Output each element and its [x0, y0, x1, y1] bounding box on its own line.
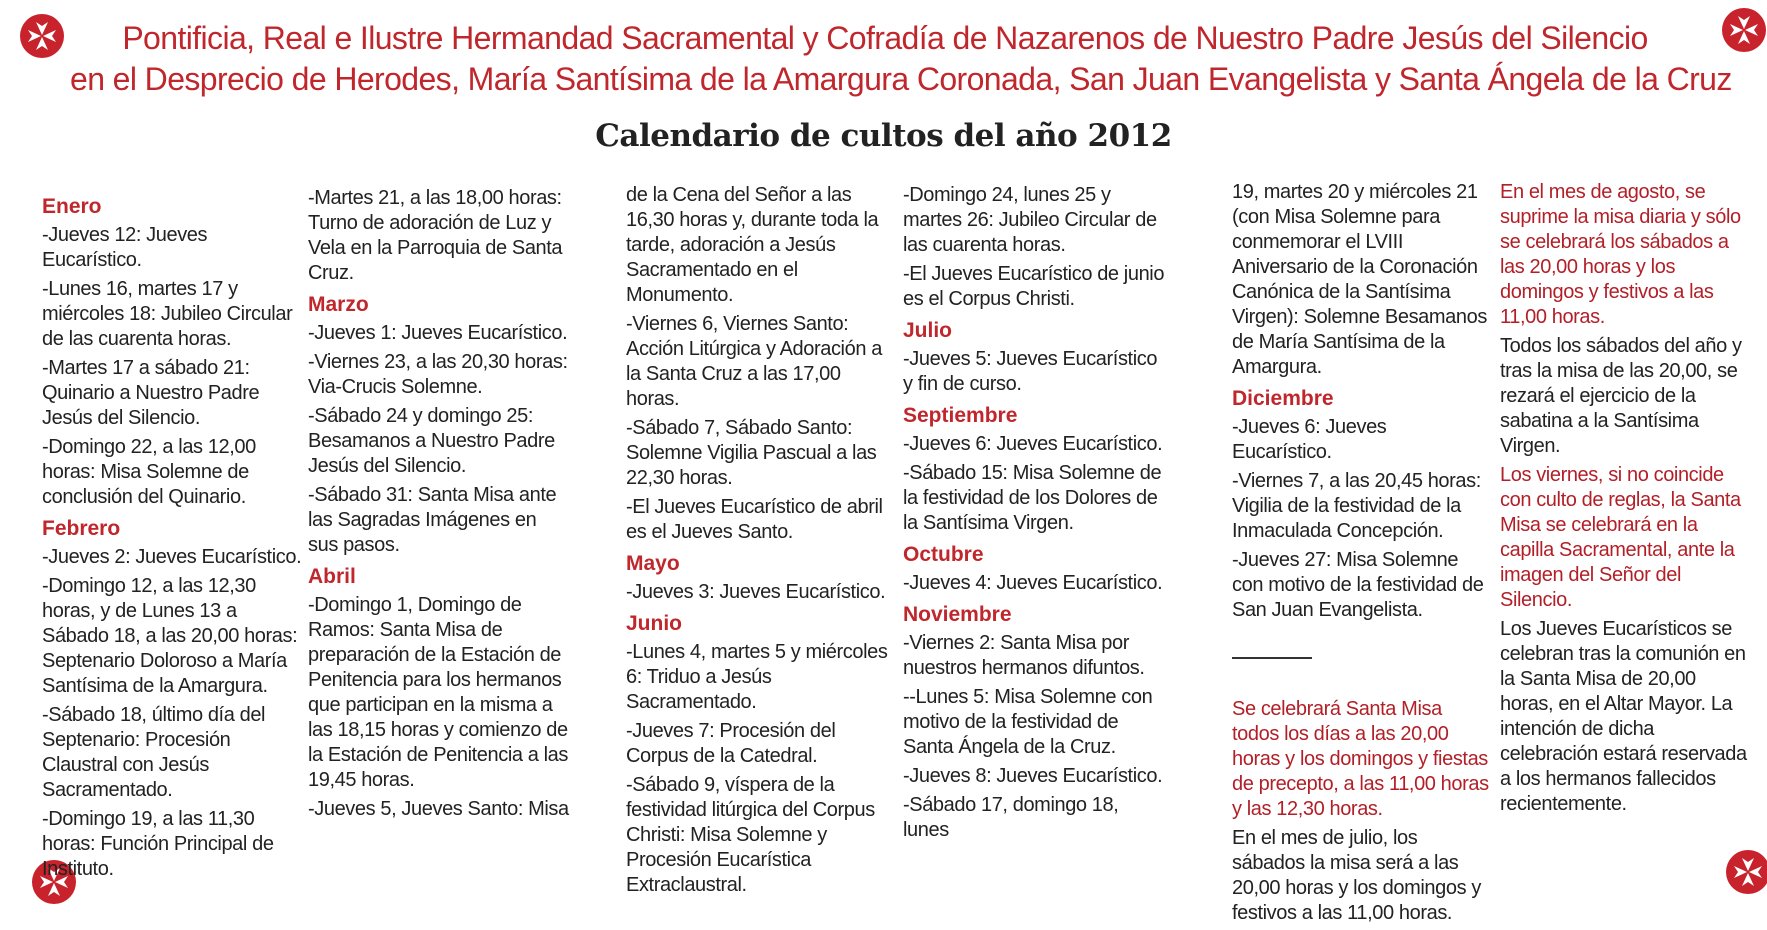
worship-entry: -Jueves 6: Jueves Eucarístico.: [903, 433, 1163, 455]
schedule-note: En el mes de julio, los sábados la misa será a las 20,00 horas y los domingos y festivos a las 11,00 horas.: [1232, 827, 1481, 924]
worship-entry: -Sábado 18, último día del Septenario: Procesión Claustral con Jesús Sacramentado.: [42, 704, 266, 801]
calendar-column-3: [626, 183, 896, 902]
worship-entry: -Viernes 7, a las 20,45 horas: Vigilia de la festividad de la Inmaculada Concepción.: [1232, 470, 1481, 542]
schedule-note: Los Jueves Eucarísticos se celebran tras la comunión en la Santa Misa de 20,00 horas, en el Altar Mayor. La intención de dicha celebración estará reservada a los hermanos fallecidos recientemente.: [1500, 618, 1747, 815]
month-heading: Mayo: [626, 552, 680, 575]
month-heading: Julio: [903, 319, 953, 342]
worship-entry: -Jueves 27: Misa Solemne con motivo de la festividad de San Juan Evangelista.: [1232, 549, 1484, 621]
cross-icon: [1726, 850, 1767, 894]
month-heading: Noviembre: [903, 603, 1012, 626]
calendar-column-1: [42, 188, 302, 886]
worship-entry: -Jueves 5, Jueves Santo: Misa: [308, 798, 569, 820]
worship-entry: -Jueves 12: Jueves Eucarístico.: [42, 224, 208, 271]
month-heading: Septiembre: [903, 404, 1018, 427]
worship-entry: --Lunes 5: Misa Solemne con motivo de la festividad de Santa Ángela de la Cruz.: [903, 686, 1153, 758]
worship-entry: -Lunes 4, martes 5 y miércoles 6: Triduo a Jesús Sacramentado.: [626, 641, 888, 713]
worship-entry: -Viernes 2: Santa Misa por nuestros hermanos difuntos.: [903, 632, 1145, 679]
worship-entry: -Viernes 23, a las 20,30 horas: Via-Crucis Solemne.: [308, 351, 568, 398]
worship-entry: -Jueves 4: Jueves Eucarístico.: [903, 572, 1163, 594]
worship-entry: -Jueves 8: Jueves Eucarístico.: [903, 765, 1163, 787]
worship-entry: -Jueves 2: Jueves Eucarístico.: [42, 546, 302, 568]
highlighted-note: Los viernes, si no coincide con culto de reglas, la Santa Misa se celebrará en la capilla Sacramental, ante la imagen del Señor del Silencio.: [1500, 464, 1741, 611]
worship-entry: -Domingo 1, Domingo de Ramos: Santa Misa de preparación de la Estación de Penitencia para los hermanos que participan en la misma a las 18,15 horas y comienzo de la Estación de Penitencia a las 19,45 horas.: [308, 594, 568, 791]
cross-icon: [20, 14, 64, 58]
worship-entry: -El Jueves Eucarístico de junio es el Corpus Christi.: [903, 263, 1165, 310]
worship-entry: -Sábado 17, domingo 18, lunes: [903, 794, 1119, 841]
worship-entry: -Domingo 22, a las 12,00 horas: Misa Solemne de conclusión del Quinario.: [42, 436, 256, 508]
worship-entry: -Jueves 1: Jueves Eucarístico.: [308, 322, 568, 344]
worship-entry: -Domingo 24, lunes 25 y martes 26: Jubileo Circular de las cuarenta horas.: [903, 184, 1157, 256]
calendar-column-4: [903, 183, 1168, 847]
worship-entry: -El Jueves Eucarístico de abril es el Jueves Santo.: [626, 496, 883, 543]
worship-entry: -Viernes 6, Viernes Santo: Acción Litúrgica y Adoración a la Santa Cruz a las 17,00 horas.: [626, 313, 882, 410]
worship-entry: -Domingo 19, a las 11,30 horas: Función Principal de Instituto.: [42, 808, 274, 880]
worship-entry: -Jueves 7: Procesión del Corpus de la Catedral.: [626, 720, 836, 767]
calendar-heading: Calendario de cultos del año 2012: [595, 118, 1172, 154]
worship-entry: -Lunes 16, martes 17 y miércoles 18: Jubileo Circular de las cuarenta horas.: [42, 278, 293, 350]
worship-entry: 19, martes 20 y miércoles 21 (con Misa Solemne para conmemorar el LVIII Aniversario de la Coronación Canónica de la Santísima Virgen): Solemne Besamanos de María Santísima de la Amargura.: [1232, 181, 1487, 378]
month-heading: Febrero: [42, 517, 121, 540]
title-line-1: Pontificia, Real e Ilustre Hermandad Sacramental y Cofradía de Nazarenos de Nuestro Padre Jesús del Silencio: [122, 20, 1648, 56]
calendar-column-2: [308, 186, 570, 826]
worship-entry: -Martes 17 a sábado 21: Quinario a Nuestro Padre Jesús del Silencio.: [42, 357, 260, 429]
calendar-column-6: [1500, 180, 1752, 821]
highlighted-note: Se celebrará Santa Misa todos los días a las 20,00 horas y los domingos y fiestas de precepto, a las 11,00 horas y las 12,30 horas.: [1232, 698, 1489, 820]
worship-entry: -Domingo 12, a las 12,30 horas, y de Lunes 13 a Sábado 18, a las 20,00 horas: Septenario Doloroso a María Santísima de la Amargura.: [42, 575, 298, 697]
calendar-column-5: [1232, 180, 1490, 930]
worship-entry: -Sábado 9, víspera de la festividad litúrgica del Corpus Christi: Misa Solemne y Procesión Eucarística Extraclaustral.: [626, 774, 875, 896]
brotherhood-title: [70, 18, 1732, 100]
worship-entry: -Sábado 24 y domingo 25: Besamanos a Nuestro Padre Jesús del Silencio.: [308, 405, 555, 477]
divider: [1232, 657, 1312, 659]
worship-entry: -Sábado 15: Misa Solemne de la festividad de los Dolores de la Santísima Virgen.: [903, 462, 1162, 534]
month-heading: Abril: [308, 565, 356, 588]
title-line-2: en el Desprecio de Herodes, María Santísima de la Amargura Coronada, San Juan Evangelista y Santa Ángela de la Cruz: [70, 61, 1732, 97]
month-heading: Enero: [42, 195, 102, 218]
worship-entry: -Martes 21, a las 18,00 horas: Turno de adoración de Luz y Vela en la Parroquia de Santa Cruz.: [308, 187, 563, 284]
month-heading: Junio: [626, 612, 682, 635]
schedule-note: Todos los sábados del año y tras la misa de las 20,00, se rezará el ejercicio de la sabatina a la Santísima Virgen.: [1500, 335, 1742, 457]
month-heading: Octubre: [903, 543, 984, 566]
worship-entry: de la Cena del Señor a las 16,30 horas y, durante toda la tarde, adoración a Jesús Sacramentado en el Monumento.: [626, 184, 879, 306]
worship-entry: -Jueves 3: Jueves Eucarístico.: [626, 581, 886, 603]
month-heading: Marzo: [308, 293, 369, 316]
cross-icon: [1722, 8, 1766, 52]
worship-entry: -Jueves 6: Jueves Eucarístico.: [1232, 416, 1387, 463]
worship-entry: -Sábado 31: Santa Misa ante las Sagradas Imágenes en sus pasos.: [308, 484, 557, 556]
worship-entry: -Sábado 7, Sábado Santo: Solemne Vigilia Pascual a las 22,30 horas.: [626, 417, 877, 489]
month-heading: Diciembre: [1232, 387, 1334, 410]
highlighted-note: En el mes de agosto, se suprime la misa diaria y sólo se celebrará los sábados a las 20,00 horas y los domingos y festivos a las 11,00 horas.: [1500, 181, 1741, 328]
worship-entry: -Jueves 5: Jueves Eucarístico y fin de curso.: [903, 348, 1158, 395]
